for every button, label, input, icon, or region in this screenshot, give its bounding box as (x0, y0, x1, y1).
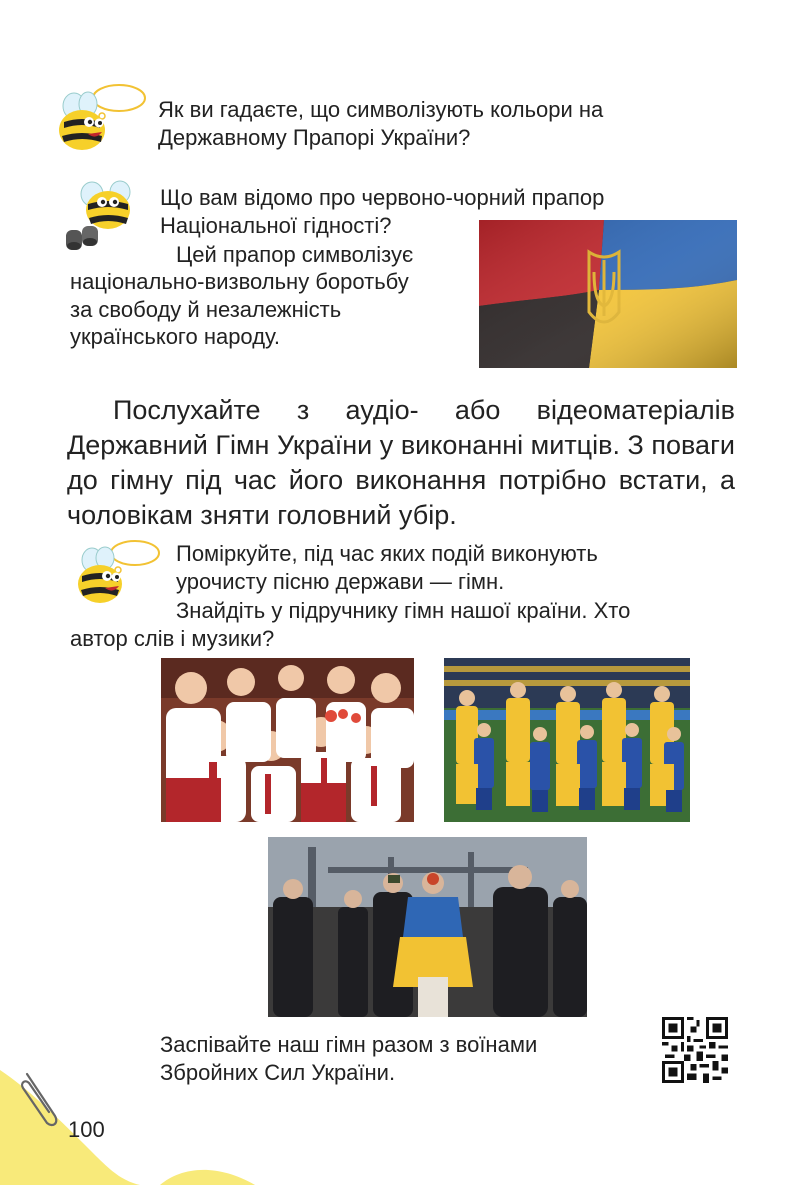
question-red-black-flag: Що вам відомо про червоно-чорний прапор (160, 185, 605, 210)
bee-thinking-icon (52, 82, 150, 157)
page-number: 100 (68, 1117, 105, 1142)
main-paragraph: Послухайте з аудіо- або відеоматеріалів Державний Гімн України у виконанні митців. З поваги до гімну під час його виконання потрібно встати, а чоловікам зняти головний убір. (67, 395, 735, 530)
question-anthem-author-2: автор слів і музики? (70, 626, 275, 651)
caption-sing-anthem: Заспівайте наш гімн разом з воїнами Збройних Сил України. (160, 1032, 538, 1085)
flag-description-2: національно-визвольну боротьбу (70, 269, 409, 294)
flag-description-3: за свободу й незалежність (70, 297, 342, 322)
question-flag-colors: Як ви гадаєте, що символізують кольори на Державному Прапорі України? (158, 97, 604, 150)
bee-binoculars-icon (62, 180, 144, 255)
question-anthem-events: Поміркуйте, під час яких подій виконують (176, 541, 598, 566)
photo-football-team (444, 658, 690, 822)
paperclip-icon (15, 1068, 65, 1130)
qr-code-icon[interactable] (662, 1017, 728, 1083)
question-red-black-flag-2: Національної гідності? (160, 213, 392, 238)
photo-maidan-crowd (268, 837, 587, 1017)
question-anthem-author: Знайдіть у підручнику гімн нашої країни. Хто (176, 598, 631, 623)
flag-image (479, 220, 737, 368)
question-anthem-events-2: урочисту пісню держави — гімн. (176, 569, 505, 594)
bee-thinking-icon-2 (70, 538, 162, 610)
photo-children-singing (161, 658, 414, 822)
flag-description-4: українського народу. (70, 324, 280, 349)
flag-description-1: Цей прапор символізує (176, 242, 414, 267)
